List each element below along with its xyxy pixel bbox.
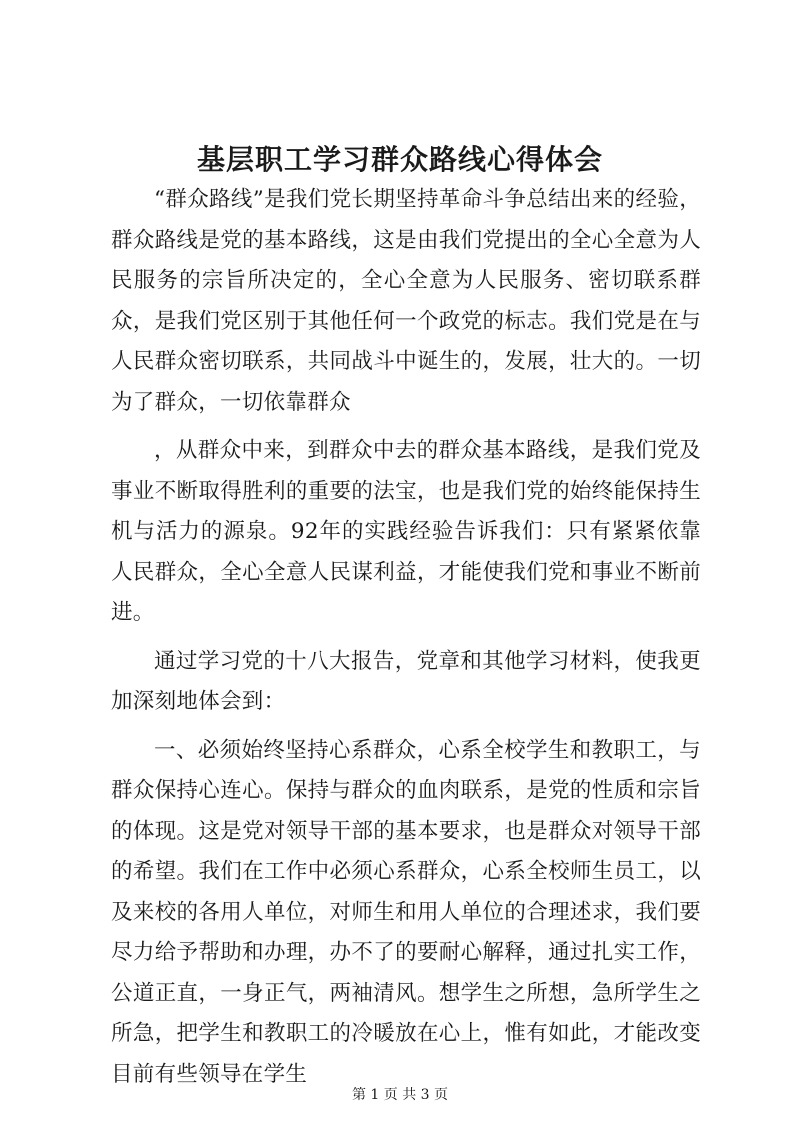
document-body <box>111 180 701 1103</box>
paragraph-1: “群众路线”是我们党长期坚持革命斗争总结出来的经验，群众路线是党的基本路线，这是由我们党提出的全心全意为人民服务的宗旨所决定的，全心全意为人民服务、密切联系群众，是我们党区别于其他任何一个政党的标志。我们党是在与人民群众密切联系，共同战斗中诞生的，发展，壮大的。一切为了群众，一切依靠群众 <box>111 187 701 415</box>
paragraph-2: ，从群众中来，到群众中去的群众基本路线，是我们党及事业不断取得胜利的重要的法宝，也是我们党的始终能保持生机与活力的源泉。92年的实践经验告诉我们：只有紧紧依靠人民群众，全心全意人民谋利益，才能使我们党和事业不断前进。 <box>111 438 701 625</box>
paragraph-3: 通过学习党的十八大报告，党章和其他学习材料，使我更加深刻地体会到： <box>111 648 701 714</box>
page-title: 基层职工学习群众路线心得体会 <box>196 143 603 176</box>
page-number-footer: 第 1 页 共 3 页 <box>351 1087 449 1103</box>
paragraph-4: 一、必须始终坚持心系群众，心系全校学生和教职工，与群众保持心连心。保持与群众的血肉联系，是党的性质和宗旨的体现。这是党对领导干部的基本要求，也是群众对领导干部的希望。我们在工作中必须心系群众，心系全校师生员工，以及来校的各用人单位，对师生和用人单位的合理述求，我们要尽力给予帮助和办理，办不了的要耐心解释，通过扎实工作，公道正直，一身正气，两袖清风。想学生之所想，急所学生之所急，把学生和教职工的冷暖放在心上，惟有如此，才能改变目前有些领导在学生 <box>111 737 701 1087</box>
